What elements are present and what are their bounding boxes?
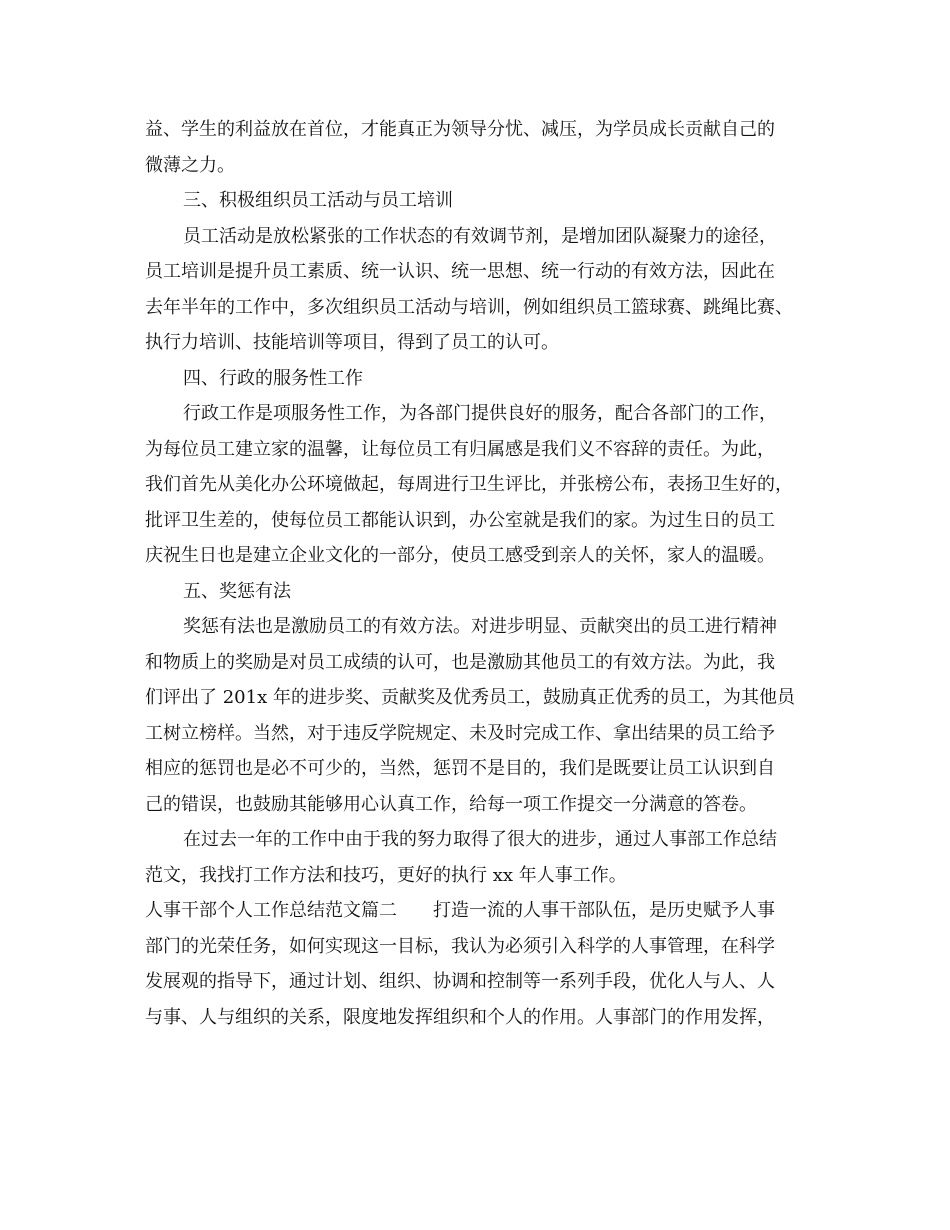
text-line: 部门的光荣任务，如何实现这一目标，我认为必须引入科学的人事管理，在科学 [145,935,775,957]
text-line: 相应的惩罚也是必不可少的，当然，惩罚不是目的，我们是既要让员工认识到自 [145,758,775,779]
text-line: 我们首先从美化办公环境做起，每周进行卫生评比，并张榜公布，表扬卫生好的， [145,474,793,495]
text-line: 员工活动是放松紧张的工作状态的有效调节剂，是增加团队凝聚力的途径， [183,225,777,247]
text-line: 执行力培训、技能培训等项目，得到了员工的认可。 [145,332,559,353]
text-line: 四、行政的服务性工作 [183,367,363,389]
text-line: 们评出了 201x 年的进步奖、贡献奖及优秀员工，鼓励真正优秀的员工，为其他员 [145,687,795,708]
text-line: 工树立榜样。当然，对于违反学院规定、未及时完成工作、拿出结果的员工给予 [145,722,775,744]
text-line: 微薄之力。 [145,154,235,176]
text-line: 与事、人与组织的关系，限度地发挥组织和个人的作用。人事部门的作用发挥， [145,1006,775,1028]
text-line: 奖惩有法也是激励员工的有效方法。对进步明显、贡献突出的员工进行精神 [183,616,777,637]
text-line: 益、学生的利益放在首位，才能真正为领导分忧、减压，为学员成长贡献自己的 [145,119,775,140]
text-line: 行政工作是项服务性工作，为各部门提供良好的服务，配合各部门的工作， [183,403,777,424]
text-line: 发展观的指导下，通过计划、组织、协调和控制等一系列手段，优化人与人、人 [145,971,775,992]
text-line: 员工培训是提升员工素质、统一认识、统一思想、统一行动的有效方法，因此在 [145,261,775,282]
text-line: 和物质上的奖励是对员工成绩的认可，也是激励其他员工的有效方法。为此，我 [145,651,775,673]
text-line: 三、积极组织员工活动与员工培训 [183,190,453,211]
text-line: 批评卫生差的，使每位员工都能认识到，办公室就是我们的家。为过生日的员工 [145,509,775,531]
text-line: 去年半年的工作中，多次组织员工活动与培训，例如组织员工篮球赛、跳绳比赛、 [145,296,793,318]
text-line: 五、奖惩有法 [183,580,291,602]
text-line: 范文，我找打工作方法和技巧，更好的执行 xx 年人事工作。 [145,864,627,886]
document-body [145,112,815,1035]
text-line: 为每位员工建立家的温馨，让每位员工有归属感是我们义不容辞的责任。为此， [145,438,775,460]
text-line: 庆祝生日也是建立企业文化的一部分，使员工感受到亲人的关怀，家人的温暖。 [145,545,775,566]
text-line: 己的错误，也鼓励其能够用心认真工作，给每一项工作提交一分满意的答卷。 [145,793,757,815]
text-line: 在过去一年的工作中由于我的努力取得了很大的进步，通过人事部工作总结 [183,829,777,850]
text-line: 人事干部个人工作总结范文篇二 打造一流的人事干部队伍，是历史赋予人事 [145,900,775,921]
